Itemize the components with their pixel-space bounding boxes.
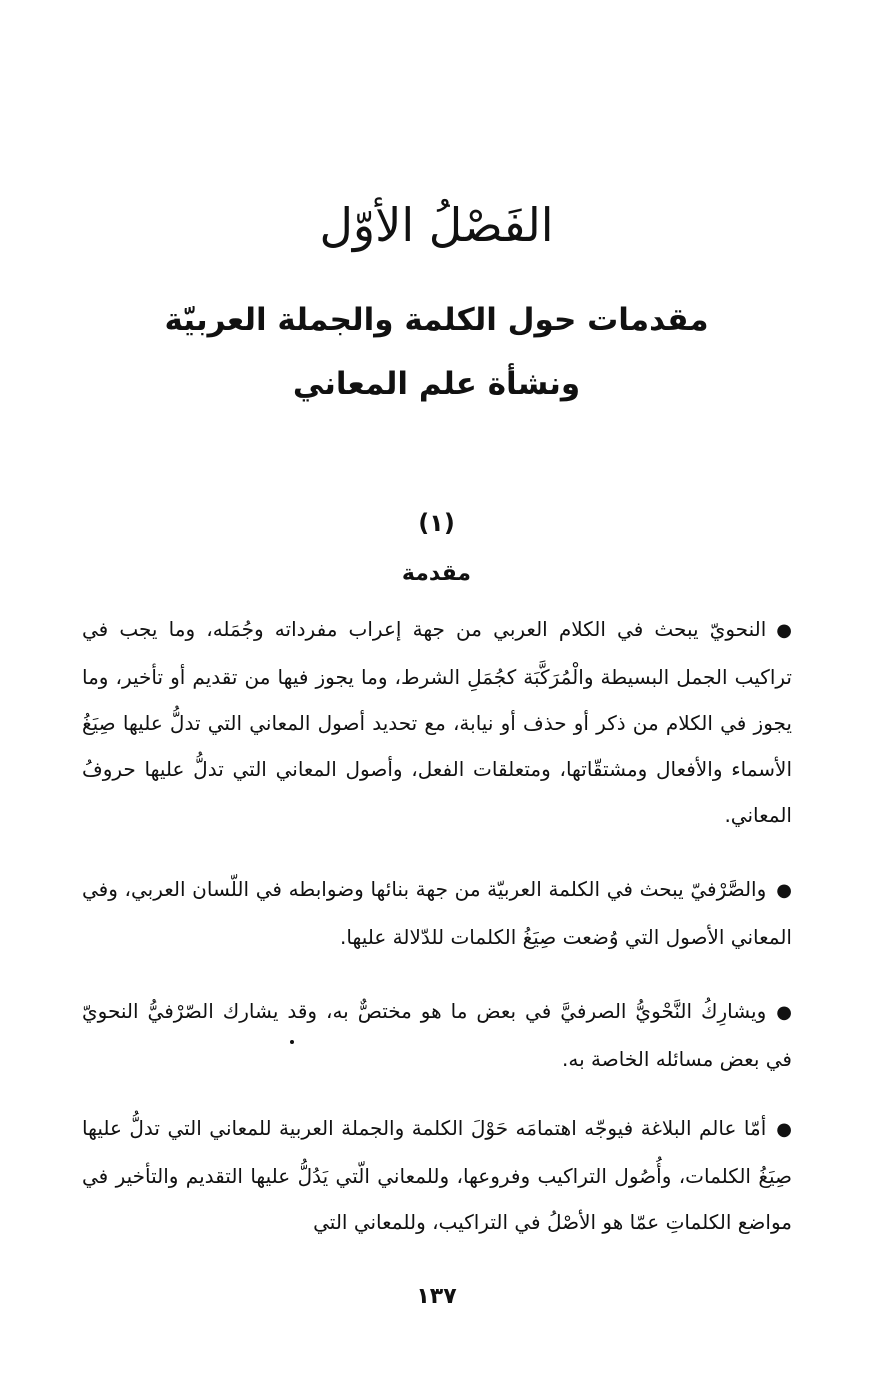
paragraph-text: النحويّ يبحث في الكلام العربي من جهة إعراب مفرداته وجُمَله، وما يجب في تراكيب الجمل البسيطة والْمُرَكَّبَة كجُمَلِ الشرط، وما يجوز فيها من تقديم أو تأخير، وما يجوز في الكلام من ذكر أو حذف أو نيابة، مع تحديد أصول المعاني التي تدلُّ عليها صِيَغُ الأسماء والأفعال ومشتقّاتها، ومتعلقات الفعل، وأصول المعاني التي تدلُّ عليها حروفُ المعاني.	[82, 617, 792, 827]
main-title-line-1: مقدمات حول الكلمة والجملة العربيّة	[164, 302, 709, 338]
section-heading: مقدمة	[401, 561, 472, 586]
chapter-title: الفَصْلُ الأوّل	[319, 198, 554, 252]
main-title-line-2: ونشأة علم المعاني	[292, 366, 581, 402]
section-number: (١)	[418, 509, 455, 537]
ink-speck	[290, 1040, 294, 1044]
paragraph-text: والصَّرْفيّ يبحث في الكلمة العربيّة من جهة بنائها وضوابطه في اللّسان العربي، وفي المعاني الأصول التي وُضعت صِيَغُ الكلمات للدّلالة عليها.	[82, 877, 792, 949]
bullet-icon: ●	[776, 1119, 792, 1140]
paragraph-balagha	[82, 1105, 792, 1245]
bullet-icon: ●	[776, 1002, 792, 1023]
bullet-icon: ●	[776, 880, 792, 901]
page-number: ١٣٧	[416, 1284, 457, 1309]
paragraph-sarf	[82, 866, 792, 960]
paragraph-text: أمّا عالم البلاغة فيوجّه اهتمامَه حَوْلَ الكلمة والجملة العربية للمعاني التي تدلُّ عليها صِيَغُ الكلمات، وأُصُول التراكيب وفروعها، وللمعاني الّتي يَدُلُّ عليها التقديم والتأخير في مواضع الكلماتِ عمّا هو الأصْلُ في التراكيب، وللمعاني التي	[82, 1116, 792, 1234]
paragraph-text: ويشارِكُ النَّحْويُّ الصرفيَّ في بعض ما هو مختصٌّ به، وقد يشارك الصّرْفيُّ النحويّ في بعض مسائله الخاصة به.	[82, 999, 792, 1071]
paragraph-nahw	[82, 606, 792, 838]
bullet-icon: ●	[776, 620, 792, 641]
paragraph-shared	[82, 988, 792, 1082]
